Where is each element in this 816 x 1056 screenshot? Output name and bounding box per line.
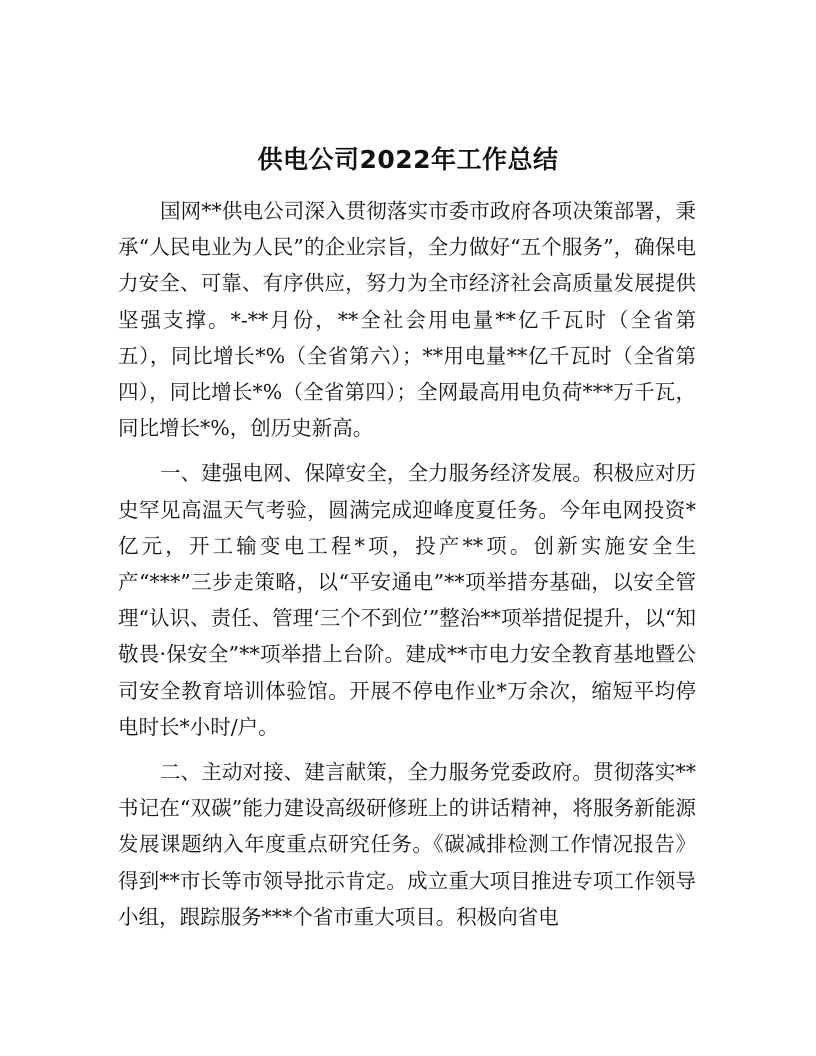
document-body: [118, 193, 696, 944]
document-title: 供电公司2022年工作总结: [257, 145, 559, 174]
paragraph-section-2: 二、主动对接、建言献策，全力服务党委政府。贯彻落实**书记在“双碳”能力建设高级研修班上的讲话精神，将服务新能源发展课题纳入年度重点研究任务。《碳减排检测工作情况报告》得到**市长等市领导批示肯定。成立重大项目推进专项工作领导小组，跟踪服务***个省市重大项目。积极向省电: [118, 760, 696, 929]
paragraph-section-1: 一、建强电网、保障安全，全力服务经济发展。积极应对历史罕见高温天气考验，圆满完成迎峰度夏任务。今年电网投资*亿元，开工输变电工程*项，投产**项。创新实施安全生产“***”三步走策略，以“平安通电”**项举措夯基础，以安全管理“认识、责任、管理‘三个不到位’”整治**项举措促提升，以“知敬畏·保安全”**项举措上台阶。建成**市电力安全教育基地暨公司安全教育培训体验馆。开展不停电作业*万余次，缩短平均停电时长*小时/户。: [118, 461, 696, 739]
paragraph-intro: 国网**供电公司深入贯彻落实市委市政府各项决策部署，秉承“人民电业为人民”的企业宗旨，全力做好“五个服务”，确保电力安全、可靠、有序供应，努力为全市经济社会高质量发展提供坚强支撑。*-**月份，**全社会用电量**亿千瓦时（全省第五），同比增长*%（全省第六）；**用电量**亿千瓦时（全省第四），同比增长*%（全省第四）；全网最高用电负荷***万千瓦，同比增长*%，创历史新高。: [118, 199, 696, 441]
